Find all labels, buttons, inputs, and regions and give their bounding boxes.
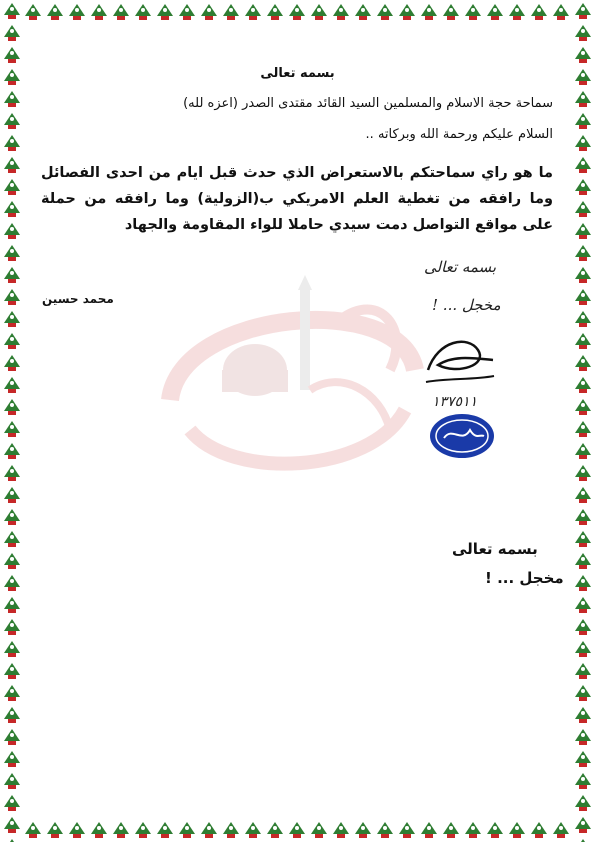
handwritten-reply-line1: بسمه تعالى — [424, 258, 497, 276]
handwritten-reply-line2: مخجل ... ! — [432, 296, 501, 314]
shrine-dome-logo-icon — [150, 250, 430, 480]
border-top — [0, 0, 595, 24]
letter-addressee: سماحة حجة الاسلام والمسلمين السيد القائد مقتدى الصدر (اعزه لله) — [183, 96, 553, 111]
typed-reply-line2: مخجل ... ! — [485, 569, 564, 587]
handwritten-signature — [418, 330, 498, 390]
border-right — [571, 0, 595, 842]
typed-reply-line1: بسمه تعالى — [452, 540, 538, 558]
border-left — [0, 0, 24, 842]
handwritten-date: ١٣٧٥١١ — [432, 394, 478, 410]
letter-body: ما هو راي سماحتكم بالاستعراض الذي حدث قبل ايام من احدى الفصائل وما رافقه من تغطية العلم الامريكي ب(الزولية) وما رافقه من حملة على مواقع التواصل دمت سيدي حاملا للواء المقاومة والجهاد — [41, 165, 553, 233]
letter-greeting: السلام عليكم ورحمة الله وبركاته .. — [365, 127, 553, 142]
letter-title: بسمه تعالى — [260, 66, 335, 81]
office-stamp-icon — [428, 412, 496, 460]
letter-sender: محمد حسين — [42, 292, 114, 306]
border-bottom — [0, 818, 595, 842]
